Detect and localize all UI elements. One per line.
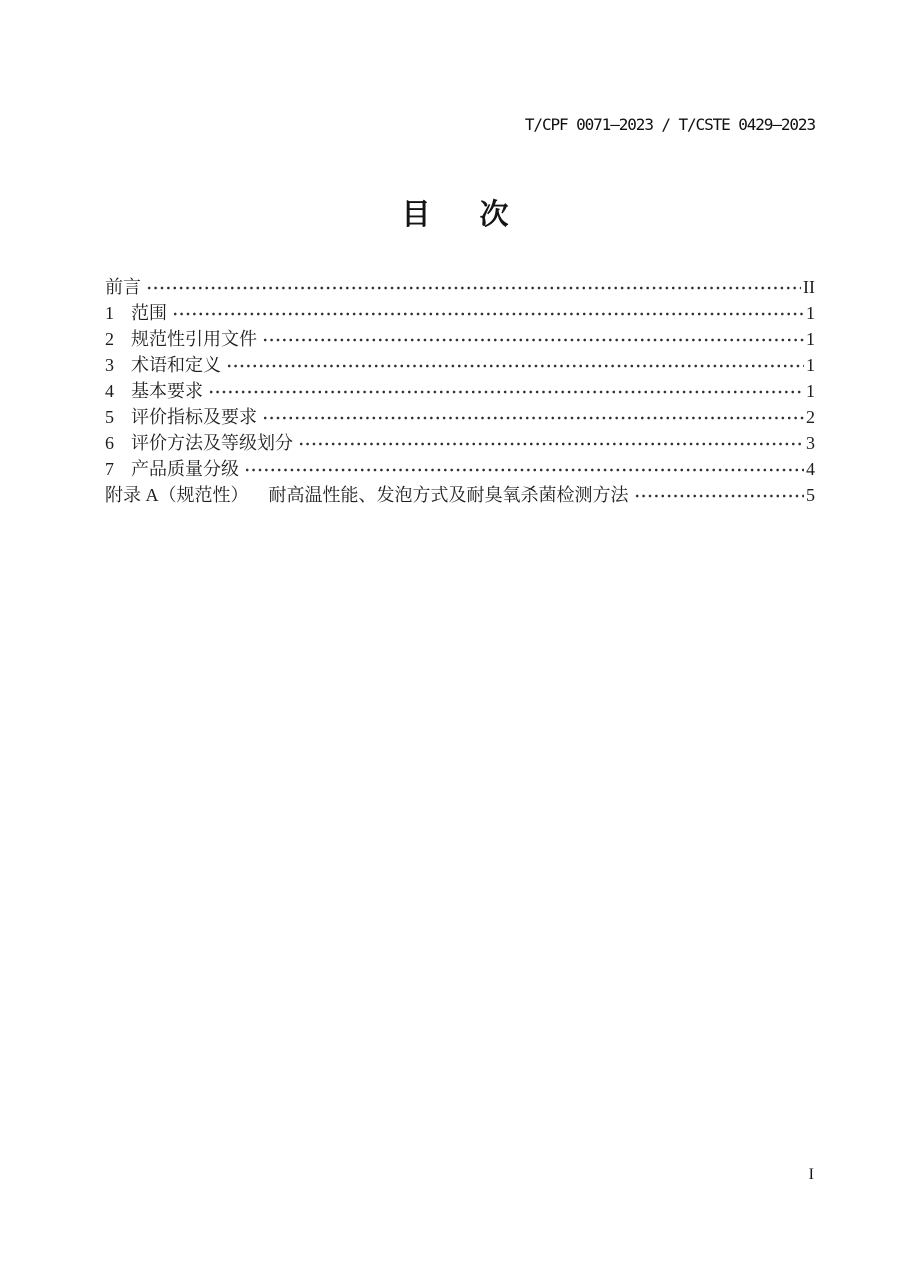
- toc-entry-label: 规范性引用文件: [131, 329, 257, 349]
- standard-code-header: T/CPF 0071—2023 / T/CSTE 0429—2023: [524, 115, 815, 134]
- dot-leader-icon: [172, 300, 804, 326]
- toc-entry: [105, 326, 815, 352]
- toc-entry: [105, 456, 815, 482]
- toc-entry-page: 1: [806, 355, 815, 375]
- dot-leader-icon: [208, 378, 804, 404]
- toc-entry-number: 6: [105, 433, 114, 453]
- toc-entry-label: 产品质量分级: [131, 459, 239, 479]
- dot-leader-icon: [146, 274, 801, 300]
- toc-entry: [105, 352, 815, 378]
- toc-entry-number: 附录 A（规范性）: [105, 485, 249, 505]
- dot-leader-icon: [244, 456, 804, 482]
- toc-entry-page: 1: [806, 329, 815, 349]
- toc-entry: [105, 378, 815, 404]
- page-title: 目 次: [401, 199, 519, 231]
- toc-entry: [105, 482, 815, 508]
- dot-leader-icon: [226, 352, 804, 378]
- toc-entry-page: 1: [806, 381, 815, 401]
- toc-entry: [105, 300, 815, 326]
- toc-entry-number: 4: [105, 381, 114, 401]
- toc-entry-page: 3: [806, 433, 815, 453]
- toc-entry-label: 范围: [131, 303, 167, 323]
- toc-entry-label: 评价指标及要求: [131, 407, 257, 427]
- toc-entry-page: 4: [806, 459, 815, 479]
- toc-entry-number: 3: [105, 355, 114, 375]
- table-of-contents: [105, 274, 815, 508]
- toc-entry: [105, 404, 815, 430]
- toc-entry-page: II: [803, 277, 815, 297]
- dot-leader-icon: [634, 482, 805, 508]
- dot-leader-icon: [262, 404, 804, 430]
- toc-entry-label: 前言: [105, 277, 141, 297]
- toc-entry-number: 5: [105, 407, 114, 427]
- toc-entry-label: 术语和定义: [131, 355, 221, 375]
- toc-entry-label: 耐高温性能、发泡方式及耐臭氧杀菌检测方法: [268, 485, 629, 505]
- toc-entry-label: 基本要求: [131, 381, 203, 401]
- toc-entry-page: 5: [806, 485, 815, 505]
- toc-entry-number: 7: [105, 459, 114, 479]
- toc-entry: [105, 274, 815, 300]
- toc-entry-label: 评价方法及等级划分: [131, 433, 293, 453]
- toc-entry-page: 1: [806, 303, 815, 323]
- dot-leader-icon: [262, 326, 804, 352]
- toc-entry: [105, 430, 815, 456]
- dot-leader-icon: [298, 430, 804, 456]
- toc-entry-page: 2: [806, 407, 815, 427]
- page-number: I: [808, 1166, 814, 1183]
- toc-entry-number: 2: [105, 329, 114, 349]
- toc-entry-number: 1: [105, 303, 114, 323]
